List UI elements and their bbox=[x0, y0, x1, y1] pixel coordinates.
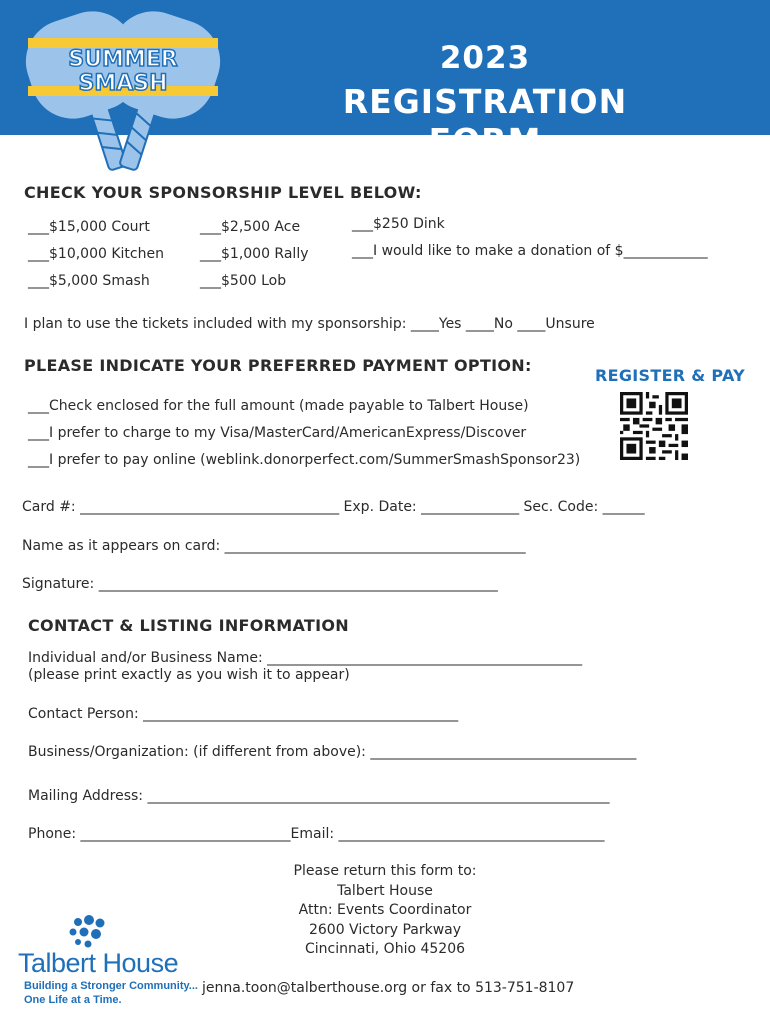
sponsor-ace[interactable]: ___$2,500 Ace bbox=[200, 219, 301, 235]
sponsor-kitchen[interactable]: ___$10,000 Kitchen bbox=[28, 246, 164, 262]
logo-line1: SUMMER bbox=[68, 47, 178, 72]
sponsor-smash[interactable]: ___$5,000 Smash bbox=[28, 273, 150, 289]
business-org-line[interactable]: Business/Organization: (if different from above): ______________________________________ bbox=[28, 744, 637, 760]
sponsor-dink[interactable]: ___$250 Dink bbox=[352, 216, 445, 232]
return-line-1: Please return this form to: bbox=[293, 863, 477, 879]
talbert-tagline-2: One Life at a Time. bbox=[24, 994, 122, 1006]
talbert-house-name: Talbert House bbox=[18, 948, 179, 978]
qr-code-icon[interactable] bbox=[620, 392, 688, 460]
card-number-line[interactable]: Card #: _____________________________________ Exp. Date: ______________ Sec. Code: ______ bbox=[22, 499, 645, 515]
contact-person-line[interactable]: Contact Person: _____________________________________________ bbox=[28, 706, 459, 722]
individual-name-note: (please print exactly as you wish it to appear) bbox=[28, 667, 350, 683]
mailing-address-line[interactable]: Mailing Address: __________________________________________________________________ bbox=[28, 788, 610, 804]
return-email-fax: jenna.toon@talberthouse.org or fax to 513-751-8107 bbox=[202, 980, 575, 996]
return-line-3: Attn: Events Coordinator bbox=[298, 902, 472, 918]
individual-name-line[interactable]: Individual and/or Business Name: _____________________________________________ bbox=[28, 650, 583, 666]
summer-smash-logo bbox=[18, 8, 228, 176]
sponsor-rally[interactable]: ___$1,000 Rally bbox=[200, 246, 309, 262]
return-line-2: Talbert House bbox=[337, 883, 433, 899]
sponsor-court[interactable]: ___$15,000 Court bbox=[28, 219, 150, 235]
form-title: REGISTRATION FORM bbox=[342, 82, 628, 160]
signature-line[interactable]: Signature: _________________________________________________________ bbox=[22, 576, 498, 592]
sponsor-lob[interactable]: ___$500 Lob bbox=[200, 273, 287, 289]
tickets-line[interactable]: I plan to use the tickets included with my sponsorship: ____Yes ____No ____Unsure bbox=[24, 316, 595, 332]
form-year: 2023 bbox=[439, 40, 531, 76]
payment-option-check[interactable]: ___Check enclosed for the full amount (made payable to Talbert House) bbox=[28, 398, 529, 414]
donation-line[interactable]: ___I would like to make a donation of $____________ bbox=[352, 243, 708, 259]
phone-email-line[interactable]: Phone: ______________________________Email: ______________________________________ bbox=[28, 826, 605, 842]
talbert-tagline-1: Building a Stronger Community... bbox=[24, 980, 198, 992]
name-on-card-line[interactable]: Name as it appears on card: ___________________________________________ bbox=[22, 538, 526, 554]
contact-heading: CONTACT & LISTING INFORMATION bbox=[28, 616, 349, 635]
sponsorship-heading: CHECK YOUR SPONSORSHIP LEVEL BELOW: bbox=[24, 183, 422, 202]
register-pay-label: REGISTER & PAY bbox=[595, 366, 746, 385]
payment-option-online[interactable]: ___I prefer to pay online (weblink.donorperfect.com/SummerSmashSponsor23) bbox=[28, 452, 581, 468]
return-line-4: 2600 Victory Parkway bbox=[308, 922, 462, 938]
logo-line2: SMASH bbox=[78, 71, 168, 96]
return-line-5: Cincinnati, Ohio 45206 bbox=[304, 941, 466, 957]
payment-option-card[interactable]: ___I prefer to charge to my Visa/MasterCard/AmericanExpress/Discover bbox=[28, 425, 527, 441]
payment-heading: PLEASE INDICATE YOUR PREFERRED PAYMENT OPTION: bbox=[24, 356, 532, 375]
